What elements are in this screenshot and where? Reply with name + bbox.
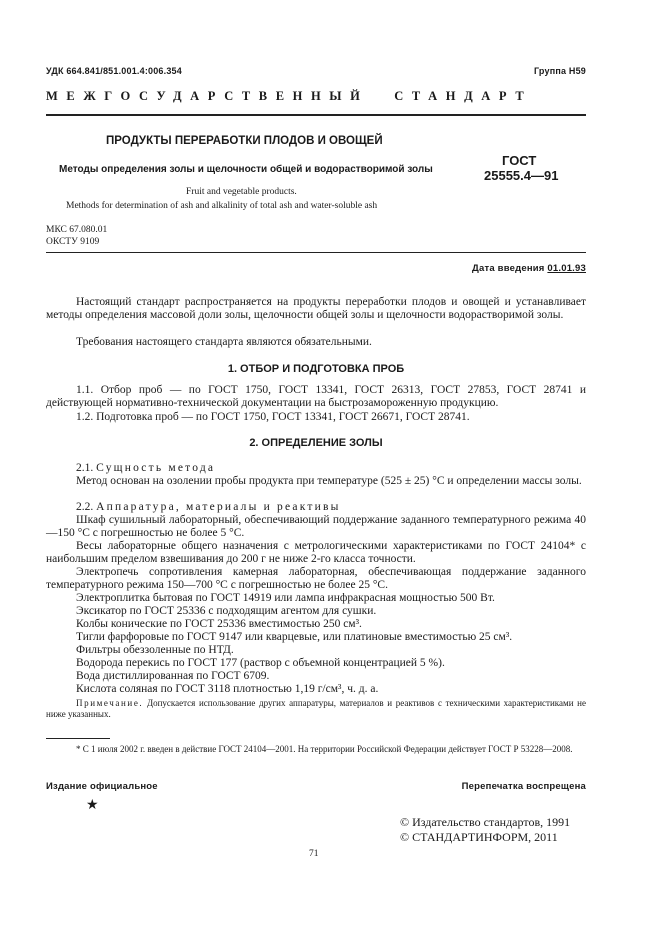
gost-number: 25555.4—91 [484,168,559,183]
equipment-peroxide: Водорода перекись по ГОСТ 177 (раствор с объемной концентрацией 5 %). [76,657,445,669]
footnote-divider [46,738,110,739]
english-subtitle: Methods for determination of ash and alkalinity of total ash and water-soluble ash [66,201,378,211]
intro-date-label: Дата введения [472,263,545,274]
clause-2-1-text: Метод основан на озолении пробы продукта при температуре (525 ± 25) °С и определении массы золы. [76,475,582,487]
clause-2-1-heading [76,462,215,475]
section-2-heading: 2. ОПРЕДЕЛЕНИЕ ЗОЛЫ [249,437,383,449]
intro-paragraph: Настоящий стандарт распространяется на продукты переработки плодов и овощей и устанавливает методы определения массовой доли золы, щелочности общей золы и щелочности водорастворимой золы. [46,296,586,321]
clause-2-2-number: 2.2. [76,501,94,513]
equipment-filters: Фильтры обеззоленные по НТД. [76,644,234,656]
intro-date [472,263,586,274]
clause-2-2-title: Аппаратура, материалы и реактивы [96,501,341,513]
gost-label: ГОСТ [502,153,537,168]
equipment-stove: Электроплитка бытовая по ГОСТ 14919 или лампа инфракрасная мощностью 500 Вт. [76,592,495,604]
copyright-standartinform: © СТАНДАРТИНФОРМ, 2011 [400,830,558,844]
reprint-prohibited: Перепечатка воспрещена [461,781,586,792]
page-number: 71 [309,849,319,859]
interstate-standard-banner [46,89,586,104]
equipment-crucibles: Тигли фарфоровые по ГОСТ 9147 или кварцевые, или платиновые вместимостью 25 см³. [76,631,513,643]
equipment-scales: Весы лабораторные общего назначения с метрологическими характеристиками по ГОСТ 24104* с наибольшим пределом взвешивания до 200 г не ниже 2-го класса точности. [46,540,586,565]
equipment-acid: Кислота соляная по ГОСТ 3118 плотностью 1,19 г/см³, ч. д. а. [76,683,379,695]
header-divider [46,114,586,116]
mandatory-requirements: Требования настоящего стандарта являются обязательными. [76,336,372,348]
udk-code: УДК 664.841/851.001.4:006.354 [46,66,182,76]
star-icon: ★ [86,798,99,813]
copyright-publisher: © Издательство стандартов, 1991 [400,815,571,829]
clause-1-1: 1.1. Отбор проб — по ГОСТ 1750, ГОСТ 13341, ГОСТ 26313, ГОСТ 27853, ГОСТ 28741 и действующей нормативно-технической документации на быстрозамороженную продукцию. [46,384,586,409]
note-label: Примечание. [76,698,144,708]
equipment-drying-cabinet: Шкаф сушильный лабораторный, обеспечивающий поддержание заданного температурного режима 40—150 °С с погрешностью не более 5 °С. [46,514,586,539]
mks-code: МКС 67.080.01 [46,225,108,235]
clause-1-2: 1.2. Подготовка проб — по ГОСТ 1750, ГОСТ 13341, ГОСТ 26671, ГОСТ 28741. [76,411,470,423]
official-edition: Издание официальное [46,781,158,792]
clause-2-1-title: Сущность метода [96,462,216,474]
equipment-furnace: Электропечь сопротивления камерная лабораторная, обеспечивающая поддержание заданного температурного режима 150—700 °С с погрешностью не более 25 °С. [46,566,586,591]
footnote: * С 1 июля 2002 г. введен в действие ГОСТ 24104—2001. На территории Российской Федерации действует ГОСТ Р 53228—2008. [76,744,573,754]
clause-2-1-number: 2.1. [76,462,94,474]
section-1-heading: 1. ОТБОР И ПОДГОТОВКА ПРОБ [227,363,405,375]
group-code: Группа Н59 [533,66,586,76]
note-text: Допускается использование других аппаратуры, материалов и реактивов с техническими характеристиками не ниже указанных. [46,698,586,719]
equipment-flasks: Колбы конические по ГОСТ 25336 вместимостью 250 см³. [76,618,362,630]
intro-date-value: 01.01.93 [547,263,586,274]
clause-2-2-heading [76,501,341,514]
page-subtitle: Методы определения золы и щелочности общей и водорастворимой золы [59,164,433,175]
equipment-desiccator: Эксикатор по ГОСТ 25336 с подходящим агентом для сушки. [76,605,377,617]
page-title: ПРОДУКТЫ ПЕРЕРАБОТКИ ПЛОДОВ И ОВОЩЕЙ [106,135,383,147]
codes-divider [46,252,586,253]
interstate-standard-text: МЕЖГОСУДАРСТВЕННЫЙ СТАНДАРТ [46,89,533,103]
english-title: Fruit and vegetable products. [186,187,297,197]
note-paragraph [46,698,586,720]
okstu-code: ОКСТУ 9109 [46,237,100,247]
equipment-water: Вода дистиллированная по ГОСТ 6709. [76,670,270,682]
